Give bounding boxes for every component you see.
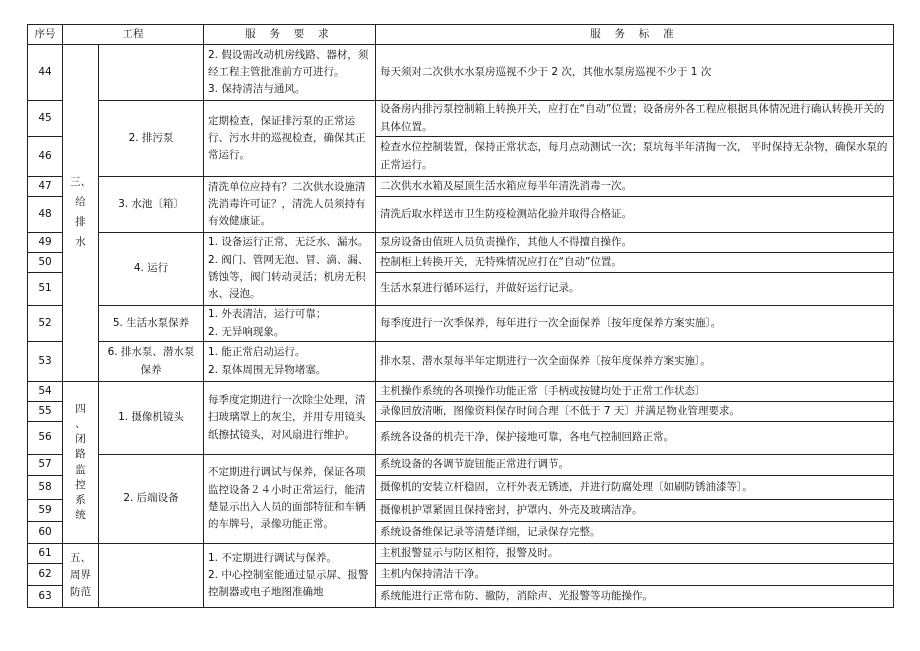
section-text: 水: [75, 235, 86, 248]
row-number: 60: [28, 522, 63, 544]
standard-cell: 排水泵、潜水泵每半年定期进行一次全面保养〔按年度保养方案实施〕。: [376, 342, 894, 382]
sub-item-backend-equipment: 2. 后端设备: [99, 455, 204, 544]
table-row: [28, 544, 894, 564]
section-text: 给: [75, 196, 86, 209]
sub-item-empty: [99, 45, 204, 101]
standard-cell: 清洗后取水样送市卫生防疫检测站化验并取得合格证。: [376, 197, 894, 233]
header-no: 序号: [28, 25, 63, 45]
requirement-line: 2. 泵体周围无异物堵塞。: [208, 363, 327, 376]
requirement-cell: 每季度定期进行一次除尘处理，清扫玻璃罩上的灰尘，并用专用镜头纸擦拭镜头，对风扇进行维护。: [204, 382, 376, 455]
standard-cell: 主机报警显示与防区相符，报警及时。: [376, 544, 894, 564]
requirement-line: 1. 设备运行正常，无泛水、漏水。: [208, 236, 369, 249]
section-text: 控: [75, 478, 86, 491]
row-number: 56: [28, 422, 63, 455]
requirement-cell: [204, 45, 376, 101]
row-number: 62: [28, 564, 63, 586]
row-number: 54: [28, 382, 63, 402]
section-text: 四: [75, 402, 86, 415]
table-row: [28, 177, 894, 197]
standard-cell: 主机内保持清洁干净。: [376, 564, 894, 586]
requirement-cell: [204, 544, 376, 608]
section-text: 路: [75, 448, 86, 461]
standard-cell: 摄像机护罩紧固且保持密封，护罩内、外壳及玻璃洁净。: [376, 500, 894, 522]
header-project: 工程: [63, 25, 204, 45]
section-text: 统: [75, 509, 86, 522]
table-row: [28, 233, 894, 253]
standard-cell: 每季度进行一次季保养，每年进行一次全面保养〔按年度保养方案实施〕。: [376, 306, 894, 342]
row-number: 50: [28, 253, 63, 273]
standard-cell: 二次供水水箱及屋顶生活水箱应每半年清洗消毒一次。: [376, 177, 894, 197]
row-number: 49: [28, 233, 63, 253]
row-number: 59: [28, 500, 63, 522]
standard-cell: 主机操作系统的各项操作功能正常〔手柄或按键均处于正常工作状态〕: [376, 382, 894, 402]
section-text: 防范: [70, 585, 91, 598]
sub-item-operation: 4. 运行: [99, 233, 204, 306]
standard-cell: 系统各设备的机壳干净，保护接地可靠，各电气控制回路正常。: [376, 422, 894, 455]
row-number: 46: [28, 137, 63, 177]
service-standard-table: [27, 24, 894, 608]
row-number: 47: [28, 177, 63, 197]
standard-cell: 设备房内排污泵控制箱上转换开关，应打在“自动”位置；设备房外各工程应根据具体情况进行确认转换开关的具体位置。: [376, 101, 894, 137]
requirement-cell: [204, 306, 376, 342]
sub-item-pump-maintenance: 5. 生活水泵保养: [99, 306, 204, 342]
standard-cell: 系统设备维保记录等清楚详细，记录保存完整。: [376, 522, 894, 544]
table-row: [28, 101, 894, 137]
table-row: [28, 45, 894, 101]
row-number: 57: [28, 455, 63, 476]
sub-item-empty: [99, 544, 204, 608]
section-text: 闭: [75, 433, 86, 446]
standard-cell: 检查水位控制装置，保持正常状态，每月点动测试一次；泵坑每半年清掏一次， 平时保持无杂物，确保水泵的正常运行。: [376, 137, 894, 177]
requirement-line: 2. 无异响现象。: [208, 325, 285, 338]
row-number: 44: [28, 45, 63, 101]
section-text: 监: [75, 463, 86, 476]
standard-cell: 系统能进行正常布防、撤防，消除声、光报警等功能操作。: [376, 586, 894, 608]
sub-item-camera-lens: 1. 摄像机镜头: [99, 382, 204, 455]
requirement-line: 1. 不定期进行调试与保养。: [208, 551, 337, 564]
row-number: 52: [28, 306, 63, 342]
standard-cell: 系统设备的各调节旋钮能正常进行调节。: [376, 455, 894, 476]
requirement-line: 2. 假设需改动机房线路、器材，须经工程主管批准前方可进行。: [208, 48, 369, 78]
section-water: [63, 45, 99, 382]
row-number: 61: [28, 544, 63, 564]
row-number: 53: [28, 342, 63, 382]
section-text: 排: [75, 216, 86, 228]
standard-cell: 每天须对二次供水水泵房巡视不少于 2 次，其他水泵房巡视不少于 1 次: [376, 45, 894, 101]
section-text: 系: [75, 493, 86, 506]
section-text: 、: [75, 417, 86, 430]
section-text: 五、: [70, 552, 91, 565]
standard-cell: 控制柜上转换开关，无特殊情况应打在“自动”位置。: [376, 253, 894, 273]
requirement-line: 1. 外表清洁，运行可靠；: [208, 308, 327, 321]
section-cctv: [63, 382, 99, 544]
section-text: 三、: [70, 176, 91, 189]
table-row: [28, 342, 894, 382]
requirement-cell: [204, 233, 376, 306]
requirement-cell: [204, 342, 376, 382]
sub-item-sump-pump: 6. 排水泵、潜水泵保养: [99, 342, 204, 382]
header-row: [28, 25, 894, 45]
header-requirement: 服 务 要 求: [204, 25, 376, 45]
section-perimeter: [63, 544, 99, 608]
requirement-cell: 不定期进行调试与保养，保证各项监控设备２４小时正常运行，能清楚显示出入人员的面部特征和车辆的车牌号，录像功能正常。: [204, 455, 376, 544]
table-row: [28, 382, 894, 402]
sub-item-water-pool: 3. 水池〔箱〕: [99, 177, 204, 233]
requirement-line: 1. 能正常启动运行。: [208, 346, 306, 359]
row-number: 48: [28, 197, 63, 233]
requirement-line: 2. 阀门、管网无泡、冒、滴、漏、锈蚀等，阀门转动灵活；机房无积水、浸泡。: [208, 253, 369, 301]
row-number: 58: [28, 476, 63, 500]
table-row: [28, 306, 894, 342]
row-number: 51: [28, 273, 63, 306]
standard-cell: 泵房设备由值班人员负责操作，其他人不得擅自操作。: [376, 233, 894, 253]
row-number: 55: [28, 402, 63, 422]
standard-cell: 录像回放清晰，图像资料保存时间合理〔不低于 7 天〕并满足物业管理要求。: [376, 402, 894, 422]
row-number: 63: [28, 586, 63, 608]
requirement-cell: 清洗单位应持有？二次供水设施清洗消毒许可证？，清洗人员须持有有效健康证。: [204, 177, 376, 233]
requirement-cell: 定期检查，保证排污泵的正常运行、污水井的巡视检查，确保其正常运行。: [204, 101, 376, 177]
standard-cell: 摄像机的安装立杆稳固，立杆外表无锈迹，并进行防腐处理〔如刷防锈油漆等〕。: [376, 476, 894, 500]
table-row: [28, 455, 894, 476]
section-text: 周界: [70, 569, 91, 582]
standard-cell: 生活水泵进行循环运行，并做好运行记录。: [376, 273, 894, 306]
sub-item-drain-pump: 2. 排污泵: [99, 101, 204, 177]
requirement-line: 3. 保持清洁与通风。: [208, 83, 306, 96]
header-standard: 服 务 标 准: [376, 25, 894, 45]
row-number: 45: [28, 101, 63, 137]
requirement-line: 2. 中心控制室能通过显示屏、报警控制器或电子地图准确地: [208, 568, 369, 599]
